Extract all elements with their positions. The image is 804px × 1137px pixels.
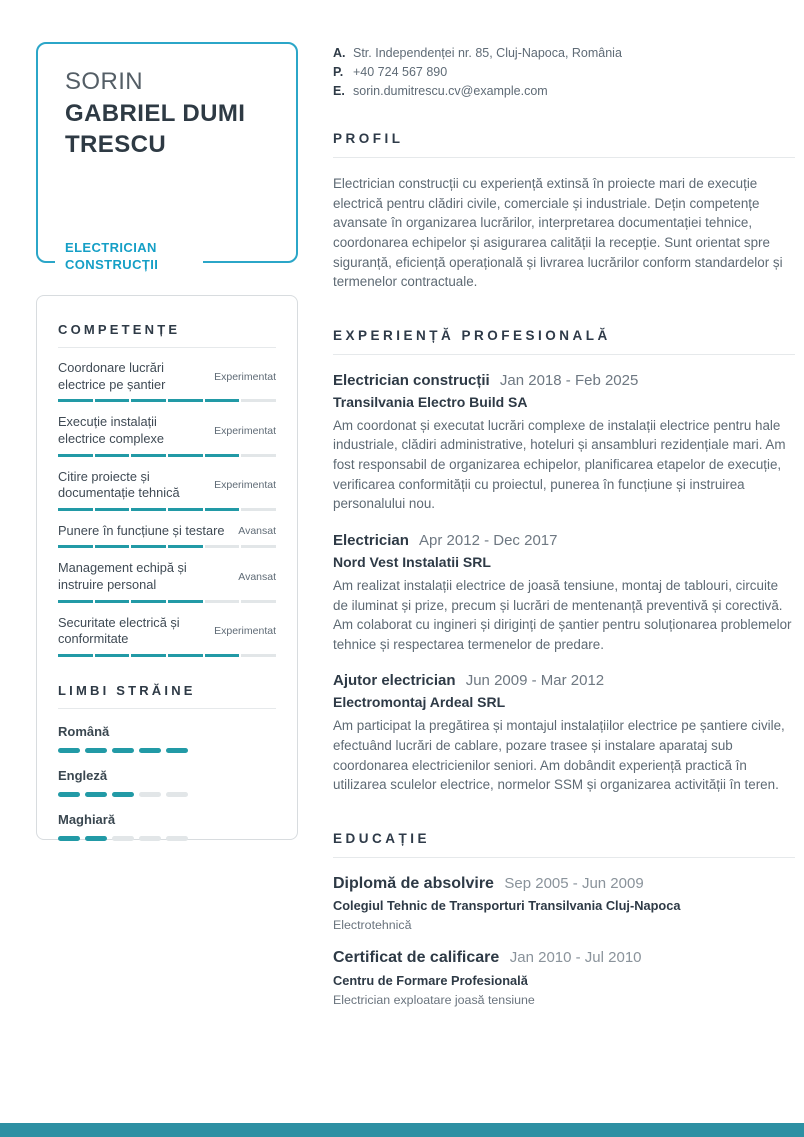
- education-entry: [333, 874, 795, 933]
- bar-segment: [205, 600, 240, 603]
- contact-row: [333, 82, 795, 101]
- bar-segment: [166, 792, 188, 797]
- language-item: [58, 724, 276, 753]
- skill-level-label: Avansat: [238, 525, 276, 538]
- skills-heading-rule: [58, 347, 276, 348]
- skill-name: Punere în funcțiune și testare: [58, 522, 225, 538]
- language-name: Maghiară: [58, 811, 116, 827]
- bar-segment: [205, 654, 240, 657]
- bar-segment: [139, 792, 161, 797]
- skill-row: [58, 360, 276, 393]
- bar-segment: [205, 545, 240, 548]
- bar-segment: [95, 545, 130, 548]
- education-head: [333, 948, 795, 969]
- skill-progress-bar: [58, 600, 276, 603]
- bar-segment: [166, 748, 188, 753]
- bar-segment: [168, 454, 203, 457]
- bar-segment: [58, 454, 93, 457]
- bar-segment: [139, 748, 161, 753]
- job-role: Electrician: [333, 531, 409, 549]
- job-entry: [333, 531, 795, 655]
- contact-value: Str. Independenței nr. 85, Cluj-Napoca, România: [353, 46, 622, 60]
- skill-name: Management echipă și instruire personal: [58, 560, 187, 592]
- main-column: [333, 44, 795, 1023]
- skill-row: [58, 414, 276, 447]
- bar-segment: [168, 399, 203, 402]
- education-section: [333, 831, 795, 1008]
- name-first: SORIN: [65, 68, 144, 95]
- skills-heading: COMPETENȚE: [58, 322, 181, 337]
- bar-segment: [58, 792, 80, 797]
- job-head: [333, 531, 795, 551]
- bar-segment: [241, 654, 276, 657]
- bar-segment: [205, 399, 240, 402]
- bar-segment: [131, 654, 166, 657]
- contact-label: A.: [333, 46, 346, 60]
- bar-segment: [241, 454, 276, 457]
- language-level-pills: [58, 748, 276, 753]
- skill-name: Citire proiecte și documentație tehnică: [58, 468, 180, 501]
- job-head: [333, 371, 795, 391]
- job-dates: Apr 2012 - Dec 2017: [419, 531, 558, 549]
- bar-segment: [112, 748, 134, 753]
- skill-progress-bar: [58, 454, 276, 457]
- language-level-pills: [58, 792, 276, 797]
- bar-segment: [58, 545, 93, 548]
- education-heading: EDUCAȚIE: [333, 830, 431, 846]
- job-role: Electrician construcții: [333, 371, 490, 389]
- education-dates: Jan 2010 - Jul 2010: [509, 949, 642, 967]
- job-description: Am participat la pregătirea și montajul instalațiilor electrice pe șantiere civile, efectuând lucrări de cablare, pozare trasee și instalare aparataj sub coordonarea electricienilor seniori. Am dobândit experiență practică în utilizarea sculelor electrice, normelor SSM și organizarea activității în teren.: [333, 718, 785, 793]
- job-description: Am coordonat și executat lucrări complexe de instalații electrice pentru hale industriale, clădiri administrative, hoteluri și ansambluri rezidențiale mari. Am fost responsabil de organizarea echipelor, planificarea etapelor de execuție, verificarea conformității cu proiectul, punerea în funcțiune și instruirea personalului nou.: [333, 417, 786, 512]
- bar-segment: [168, 600, 203, 603]
- bar-segment: [95, 600, 130, 603]
- footer-accent-bar: [0, 1123, 804, 1137]
- language-name: Engleză: [58, 767, 108, 783]
- skill-item: [58, 360, 276, 402]
- bar-segment: [205, 454, 240, 457]
- skill-level-label: Experimentat: [214, 424, 276, 437]
- education-degree: Certificat de calificare: [333, 949, 500, 967]
- language-name: Română: [58, 723, 110, 739]
- bar-segment: [131, 399, 166, 402]
- bar-segment: [131, 508, 166, 511]
- skill-name: Securitate electrică și conformitate: [58, 614, 180, 647]
- skill-row: [58, 560, 276, 593]
- contact-row: [333, 63, 795, 82]
- bar-segment: [95, 654, 130, 657]
- skill-progress-bar: [58, 545, 276, 548]
- contact-label: E.: [333, 83, 345, 98]
- skill-progress-bar: [58, 654, 276, 657]
- skill-name: Coordonare lucrări electrice pe șantier: [58, 360, 166, 392]
- languages-heading: LIMBI STRĂINE: [58, 682, 196, 698]
- bar-segment: [95, 508, 130, 511]
- job-company: Electromontaj Ardeal SRL: [333, 694, 506, 711]
- skill-item: [58, 560, 276, 602]
- bar-segment: [241, 545, 276, 548]
- bar-segment: [131, 545, 166, 548]
- sidebar-card: [36, 295, 298, 840]
- bar-segment: [241, 399, 276, 402]
- bar-segment: [131, 600, 166, 603]
- contact-value: +40 724 567 890: [353, 64, 448, 79]
- contact-row: [333, 44, 795, 63]
- education-rule: [333, 857, 795, 858]
- education-field: Electrotehnică: [333, 918, 412, 933]
- contact-label: P.: [333, 64, 344, 79]
- job-head: [333, 671, 795, 691]
- bar-segment: [58, 748, 80, 753]
- skill-row: [58, 615, 276, 648]
- language-level-pills: [58, 836, 276, 841]
- name-card: [36, 42, 298, 273]
- job-title-label: ELECTRICIAN CONSTRUCȚII: [55, 239, 203, 274]
- bar-segment: [131, 454, 166, 457]
- bar-segment: [58, 654, 93, 657]
- bar-segment: [112, 836, 134, 841]
- experience-rule: [333, 354, 795, 355]
- skills-list: [58, 360, 276, 657]
- bar-segment: [168, 508, 203, 511]
- job-dates: Jan 2018 - Feb 2025: [499, 371, 639, 389]
- job-role: Ajutor electrician: [333, 672, 456, 690]
- experience-heading: EXPERIENȚĂ PROFESIONALĂ: [333, 327, 611, 343]
- bar-segment: [168, 654, 203, 657]
- bar-segment: [168, 545, 203, 548]
- languages-list: [58, 724, 276, 841]
- job-entry: [333, 371, 795, 514]
- skill-name: Execuție instalații electrice complexe: [58, 414, 164, 446]
- bar-segment: [58, 600, 93, 603]
- bar-segment: [58, 836, 80, 841]
- contact-value: sorin.dumitrescu.cv@example.com: [353, 83, 548, 98]
- skill-item: [58, 469, 276, 511]
- education-field: Electrician exploatare joasă tensiune: [333, 993, 535, 1008]
- skill-item: [58, 414, 276, 456]
- language-item: [58, 812, 276, 841]
- bar-segment: [95, 454, 130, 457]
- name-block: [38, 44, 296, 161]
- bar-segment: [139, 836, 161, 841]
- job-description: Am realizat instalații electrice de joasă tensiune, montaj de tablouri, circuite de iluminat și prize, precum și lucrări de mentenanță preventivă și corectivă. Am colaborat cu ingineri și diriginți de șantier pentru soluționarea problemelor tehnice și respectarea termenelor de predare.: [333, 577, 792, 652]
- profile-heading: PROFIL: [333, 131, 404, 147]
- bar-segment: [85, 792, 107, 797]
- bar-segment: [58, 399, 93, 402]
- bar-segment: [85, 748, 107, 753]
- job-entry: [333, 671, 795, 795]
- skill-item: [58, 523, 276, 549]
- education-school: Centru de Formare Profesională: [333, 973, 528, 989]
- education-degree: Diplomă de absolvire: [333, 874, 494, 892]
- experience-list: [333, 371, 795, 795]
- name-rest: GABRIEL DUMI TRESCU: [65, 99, 246, 159]
- skill-level-label: Experimentat: [214, 479, 276, 492]
- job-company: Nord Vest Instalatii SRL: [333, 553, 491, 570]
- job-company: Transilvania Electro Build SA: [333, 393, 528, 410]
- job-dates: Jun 2009 - Mar 2012: [465, 672, 605, 690]
- language-item: [58, 768, 276, 797]
- languages-heading-rule: [58, 708, 276, 709]
- education-entry: [333, 948, 795, 1007]
- experience-section: [333, 328, 795, 795]
- skill-row: [58, 469, 276, 502]
- skill-row: [58, 523, 276, 540]
- bar-segment: [112, 792, 134, 797]
- bar-segment: [241, 600, 276, 603]
- skill-level-label: Avansat: [238, 571, 276, 583]
- bar-segment: [241, 508, 276, 511]
- skill-item: [58, 615, 276, 657]
- bar-segment: [95, 399, 130, 402]
- education-list: [333, 874, 795, 1008]
- profile-rule: [333, 157, 795, 158]
- bar-segment: [205, 508, 240, 511]
- skill-progress-bar: [58, 508, 276, 511]
- profile-text: Electrician construcții cu experiență extinsă în proiecte mari de execuție electrică pentru clădiri civile, comerciale și industriale. Dețin competențe avansate în organizarea lucrărilor, interpretarea documentației tehnice, coordonarea echipelor și asigurarea calității la recepție. Sunt orientat spre siguranță, eficiență operațională și livrarea lucrărilor conform standardelor și termenelor contractuale.: [333, 176, 783, 290]
- skill-progress-bar: [58, 399, 276, 402]
- bar-segment: [58, 508, 93, 511]
- education-head: [333, 874, 795, 895]
- bar-segment: [85, 836, 107, 841]
- skill-level-label: Experimentat: [214, 370, 276, 383]
- education-dates: Sep 2005 - Jun 2009: [504, 874, 644, 892]
- bar-segment: [166, 836, 188, 841]
- skill-level-label: Experimentat: [214, 625, 276, 638]
- profile-section: [333, 131, 795, 291]
- education-school: Colegiul Tehnic de Transporturi Transilvania Cluj-Napoca: [333, 898, 681, 914]
- contact-list: [333, 44, 795, 100]
